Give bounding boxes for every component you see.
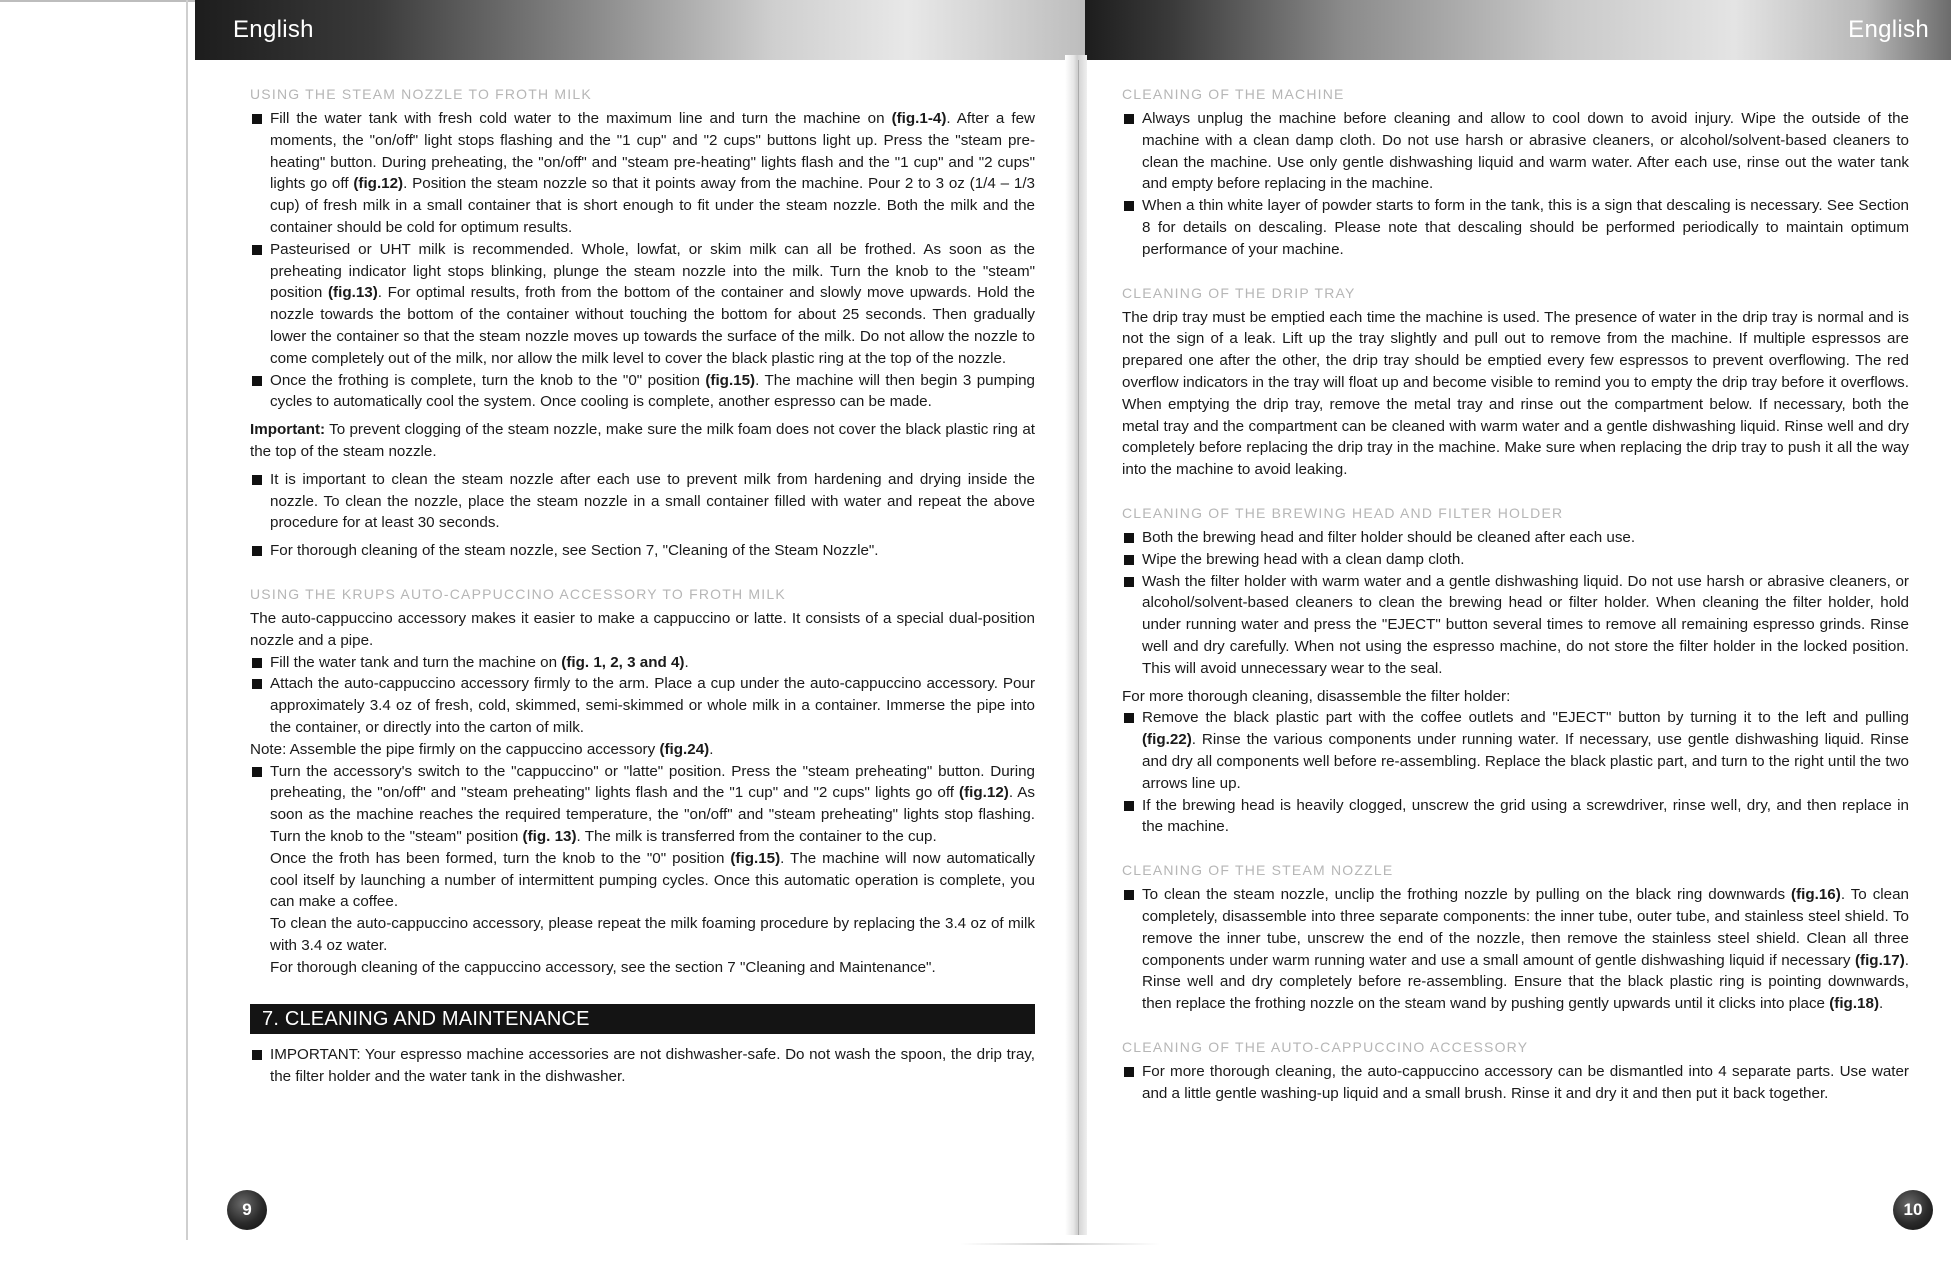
list-item: Always unplug the machine before cleaning and allow to cool down to avoid injury. Wipe the outside of the machine with a clean damp cloth. Do not use harsh or abrasive cleaners, or alcohol/solvent-based cleaners to clean the machine. Use only gentle dishwashing liquid and warm water. After each use, rinse out the water tank and empty before replacing in the machine. [1122, 108, 1909, 195]
drip-tray-paragraph: The drip tray must be emptied each time the machine is used. The presence of water in the drip tray is normal and is not the sign of a leak. Lift up the tray slightly and pull out to remove from the machine. If multiple espressos are prepared one after the other, the drip tray should be emptied every few espressos to prevent overflowing. The red overflow indicators in the tray will float up and become visible to remind you to empty the drip tray before it overflows. When emptying the drip tray, remove the metal tray and rinse out the compartment below. If necessary, both the metal tray and the compartment can be cleaned with warm water and a gentle dishwashing liquid. Rinse well and dry completely before replacing the drip tray in the machine. Make sure when replacing the drip tray to push it all the way into the machine to avoid leaking. [1122, 308, 1909, 479]
list-item: Attach the auto-cappuccino accessory firmly to the arm. Place a cup under the auto-cappuccino accessory. Pour approximately 3.4 oz of fresh, cold, skimmed, semi-skimmed or whole milk in a container. Immerse the pipe into the container, or directly into the carton of milk. [250, 673, 1035, 738]
left-header-bar [195, 0, 1085, 60]
list-item: Fill the water tank with fresh cold water to the maximum line and turn the machine on (fig.1-4). After a few moments, the "on/off" light stops flashing and the "1 cup" and "2 cups" buttons light up. Press the "steam pre-heating" button. During preheating, the "on/off" and "steam pre-heating" lights flash and the "1 cup" and "2 cups" lights go off (fig.12). Position the steam nozzle so that it points away from the machine. Pour 2 to 3 oz (1/4 – 1/3 cup) of fresh milk in a small container that is short enough to fit under the steam nozzle. Both the milk and the container should be cold for optimum results. [250, 108, 1035, 239]
figure-ref: (fig.15) [705, 371, 756, 389]
figure-ref: (fig.13) [327, 284, 378, 302]
left-page-column [250, 84, 1035, 1088]
scan-artifact [960, 1243, 1160, 1245]
list-item: When a thin white layer of powder starts to form in the tank, this is a sign that descaling is necessary. See Section 8 for details on descaling. Please note that descaling should be performed periodically to maintain optimum performance of your machine. [1122, 195, 1909, 260]
thorough-cleaning-reference: For thorough cleaning of the cappuccino accessory, see the section 7 "Cleaning and Maintenance". [270, 958, 936, 976]
assembly-note: Note: Assemble the pipe firmly on the cappuccino accessory (fig.24). [250, 740, 714, 758]
page-number-right: 10 [1893, 1190, 1933, 1230]
brewing-head-bullet-list [1122, 527, 1909, 680]
figure-ref: (fig.24) [659, 740, 710, 758]
list-item: Both the brewing head and filter holder should be cleaned after each use. [1122, 527, 1909, 549]
figure-ref: (fig.1-4) [891, 110, 947, 127]
figure-ref: (fig.22) [1142, 731, 1192, 749]
steam-nozzle-cleaning-list [1122, 884, 1909, 1015]
auto-cappuccino-bullet-list [250, 652, 1035, 739]
scan-edge-line [0, 0, 195, 2]
right-language-label: English [1848, 16, 1929, 43]
page-number-left: 9 [227, 1190, 267, 1230]
list-item: Turn the accessory's switch to the "cappuccino" or "latte" position. Press the "steam preheating" button. During preheating, the "on/off" and "steam preheating" lights flash and the "1 cup" and "2 cups" lights go off (fig.12). As soon as the machine reaches the required temperature, the "on/off" and "steam preheating" lights stop flashing. Turn the knob to the "steam" position (fig. 13). The milk is transferred from the container to the cup. [250, 761, 1035, 848]
filter-holder-bullet-list [1122, 707, 1909, 838]
auto-cappuccino-bullet-list-2 [250, 761, 1035, 848]
list-item: Remove the black plastic part with the coffee outlets and "EJECT" button by turning it to the left and pulling (fig.22). Rinse the various components under running water. If necessary, use gentle dishwashing liquid. Rinse and dry all components well before re-assembling. Replace the black plastic part, and turn to the right until the two arrows line up. [1122, 707, 1909, 794]
figure-ref: (fig.16) [1791, 886, 1841, 904]
cleaning-maintenance-bullet-list [250, 1044, 1035, 1088]
list-item: Wipe the brewing head with a clean damp cloth. [1122, 549, 1909, 571]
section-heading-brewing-head: CLEANING OF THE BREWING HEAD AND FILTER HOLDER [1122, 504, 1564, 521]
figure-ref: (fig.18) [1829, 995, 1880, 1013]
section-heading-auto-cappuccino: USING THE KRUPS AUTO-CAPPUCCINO ACCESSORY TO FROTH MILK [250, 585, 786, 602]
section-banner-cleaning-maintenance: 7. CLEANING AND MAINTENANCE [250, 1004, 1035, 1034]
steam-cleaning-bullet-list [250, 469, 1035, 562]
disassemble-intro: For more thorough cleaning, disassemble the filter holder: [1122, 687, 1511, 705]
accessory-cleaning-paragraph: To clean the auto-cappuccino accessory, please repeat the milk foaming procedure by replacing the 3.4 oz of milk with 3.4 oz water. [270, 915, 1035, 954]
figure-ref: (fig. 1, 2, 3 and 4) [561, 653, 685, 671]
auto-cappuccino-intro: The auto-cappuccino accessory makes it easier to make a cappuccino or latte. It consists of a special dual-position nozzle and a pipe. [250, 609, 1035, 649]
section-heading-auto-cappuccino-cleaning: CLEANING OF THE AUTO-CAPPUCCINO ACCESSORY [1122, 1038, 1529, 1055]
gutter-fold-line [1078, 60, 1079, 1235]
list-item: To clean the steam nozzle, unclip the frothing nozzle by pulling on the black ring downwards (fig.16). To clean completely, disassemble into three separate components: the inner tube, outer tube, and stainless steel shield. To remove the inner tube, unscrew the end of the nozzle, then remove the stainless steel shield. Clean all three components under warm running water and use a small amount of gentle dishwashing liquid if necessary (fig.17). Rinse well and dry completely before re-assembling. Ensure that the black plastic ring is pointing downwards, then replace the frothing nozzle on the steam wand by pushing gently upwards until it clicks into place (fig.18). [1122, 884, 1909, 1015]
list-item: Wash the filter holder with warm water and a gentle dishwashing liquid. Do not use harsh or abrasive cleaners, or alcohol/solvent-based cleaners to clean the brewing head or filter holder. When cleaning the filter holder, hold under running water and press the "EJECT" button several times to remove all remaining espresso grinds. Rinse well and dry carefully. When not using the espresso machine, do not store the filter holder in the locked position. This will avoid unnecessary wear to the seal. [1122, 571, 1909, 680]
right-page-column [1122, 84, 1909, 1104]
list-item: For thorough cleaning of the steam nozzle, see Section 7, "Cleaning of the Steam Nozzle". [250, 540, 1035, 562]
froth-complete-paragraph: Once the froth has been formed, turn the knob to the "0" position (fig.15). The machine will now automatically cool itself by launching a number of intermittent pumping cycles. Once this automatic operation is complete, you can make a coffee. [270, 849, 1035, 911]
steam-froth-bullet-list [250, 108, 1035, 413]
figure-ref: (fig.12) [353, 175, 404, 193]
right-header-bar [1085, 0, 1951, 60]
section-heading-drip-tray: CLEANING OF THE DRIP TRAY [1122, 284, 1356, 301]
list-item: Once the frothing is complete, turn the knob to the "0" position (fig.15). The machine will then begin 3 pumping cycles to automatically cool the system. Once cooling is complete, another espresso can be made. [250, 370, 1035, 414]
auto-cappuccino-cleaning-list [1122, 1061, 1909, 1105]
figure-ref: (fig.15) [730, 849, 781, 867]
list-item: It is important to clean the steam nozzle after each use to prevent milk from hardening and drying inside the nozzle. To clean the nozzle, place the steam nozzle in a small container filled with water and repeat the above procedure for at least 30 seconds. [250, 469, 1035, 534]
list-item: For more thorough cleaning, the auto-cappuccino accessory can be dismantled into 4 separate parts. Use water and a little gentle washing-up liquid and a small brush. Rinse it and dry it and then put it back together. [1122, 1061, 1909, 1105]
section-heading-steam-nozzle-cleaning: CLEANING OF THE STEAM NOZZLE [1122, 862, 1394, 879]
important-note: Important: To prevent clogging of the steam nozzle, make sure the milk foam does not cover the black plastic ring at the top of the steam nozzle. [250, 421, 1035, 460]
machine-cleaning-bullet-list [1122, 108, 1909, 261]
figure-ref: (fig.12) [959, 784, 1009, 802]
list-item: Fill the water tank and turn the machine on (fig. 1, 2, 3 and 4). [250, 652, 1035, 674]
left-language-label: English [233, 16, 314, 43]
figure-ref: (fig. 13) [522, 827, 577, 845]
list-item: If the brewing head is heavily clogged, unscrew the grid using a screwdriver, rinse well, dry, and then replace in the machine. [1122, 795, 1909, 839]
page-edge-line [186, 0, 188, 1240]
list-item: IMPORTANT: Your espresso machine accessories are not dishwasher-safe. Do not wash the spoon, the drip tray, the filter holder and the water tank in the dishwasher. [250, 1044, 1035, 1088]
section-heading-steam-nozzle-froth: USING THE STEAM NOZZLE TO FROTH MILK [250, 86, 592, 102]
book-gutter [1065, 55, 1087, 1235]
section-heading-cleaning-machine: CLEANING OF THE MACHINE [1122, 86, 1345, 102]
list-item: Pasteurised or UHT milk is recommended. Whole, lowfat, or skim milk can all be frothed. As soon as the preheating indicator light stops blinking, plunge the steam nozzle into the milk. Turn the knob to the "steam" position (fig.13). For optimal results, froth from the bottom of the container and slowly move upwards. Hold the nozzle towards the bottom of the container without touching the bottom for about 25 seconds. Then gradually lower the container so that the steam nozzle moves up towards the surface of the milk. Do not allow the nozzle to come completely out of the milk, nor allow the milk level to cover the black plastic ring at the top of the nozzle. [250, 239, 1035, 370]
figure-ref: (fig.17) [1854, 951, 1905, 969]
